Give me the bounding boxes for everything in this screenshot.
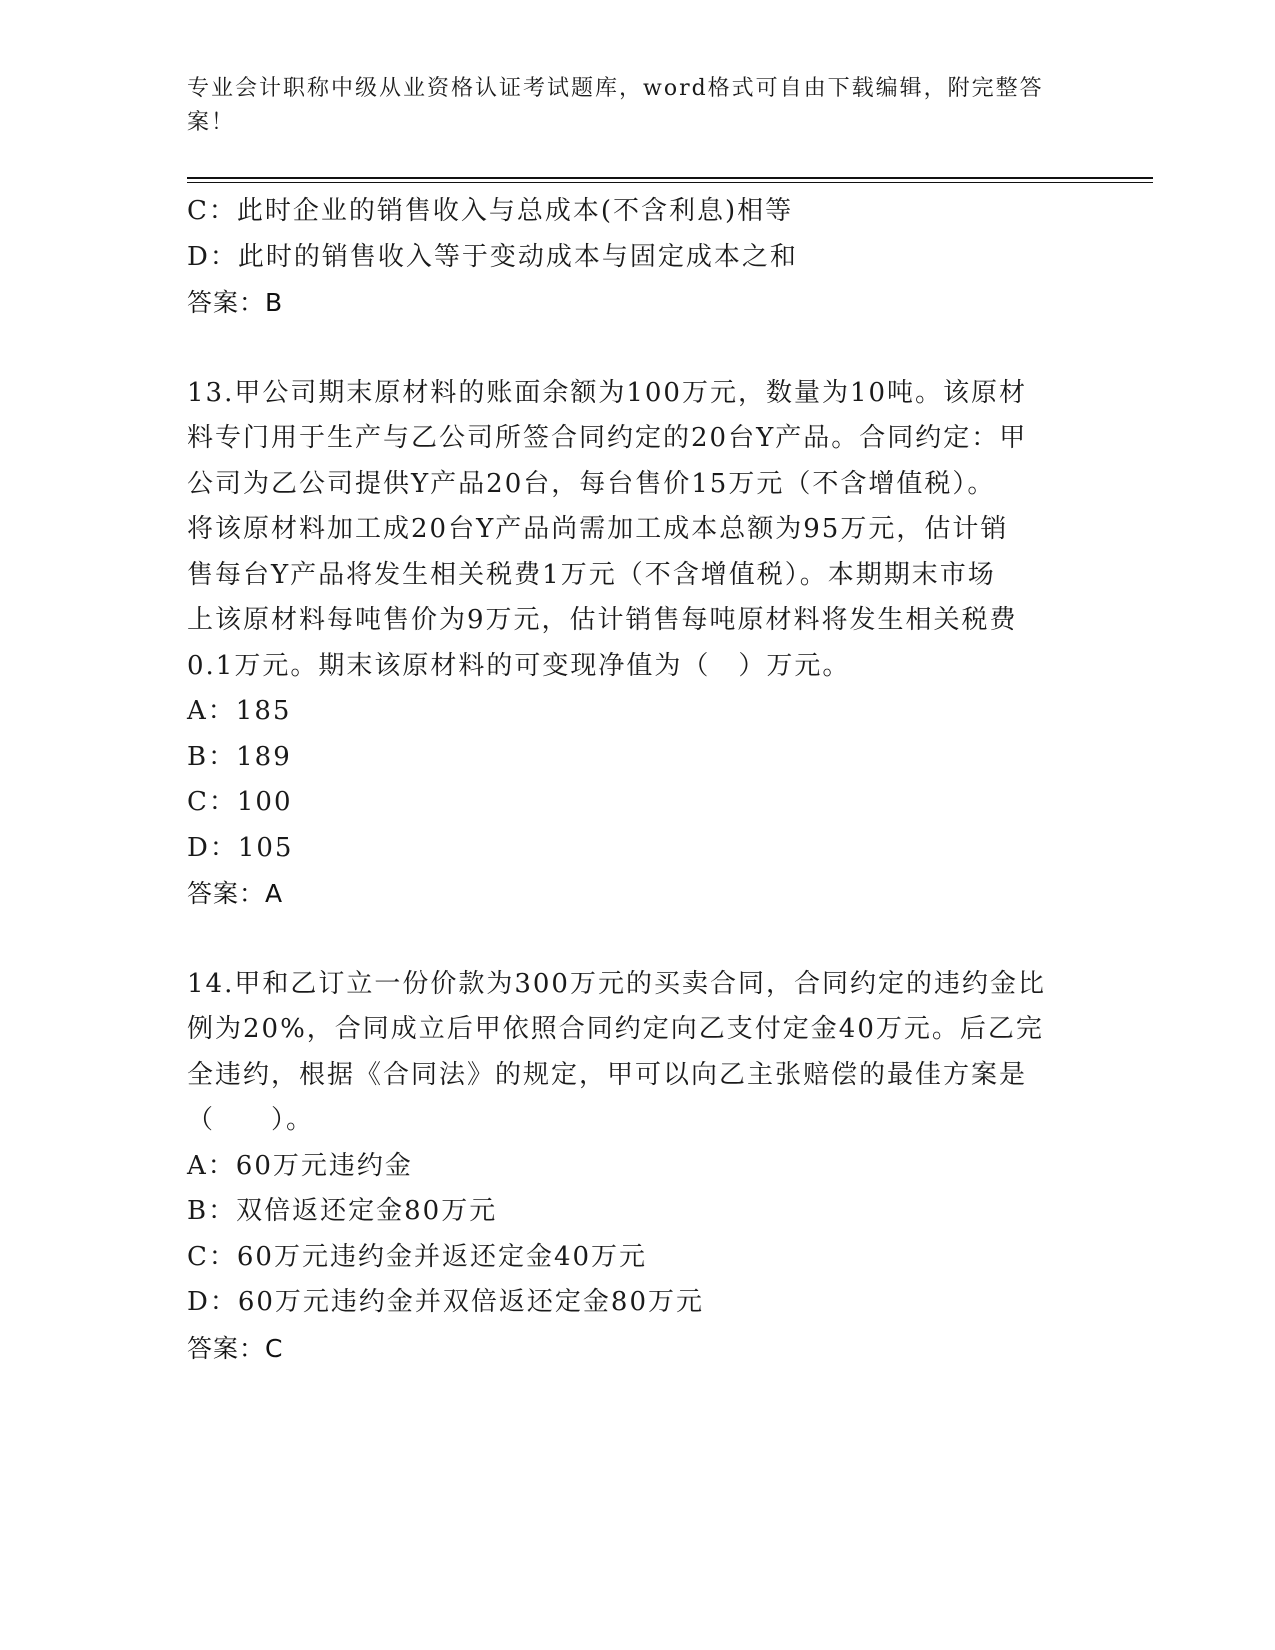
- stem-line: （ ）。: [187, 1105, 315, 1135]
- option-d: D：此时的销售收入等于变动成本与固定成本之和: [187, 241, 798, 272]
- stem-line: 0.1万元。期末该原材料的可变现净值为（ ）万元。: [187, 650, 851, 681]
- document-body: [187, 189, 1087, 1371]
- question-13: [187, 371, 1087, 917]
- stem-line: 上该原材料每吨售价为9万元，估计销售每吨原材料将发生相关税费: [187, 605, 1018, 635]
- option-c: C：100: [187, 787, 293, 817]
- stem-line: 全违约，根据《合同法》的规定，甲可以向乙主张赔偿的最佳方案是: [187, 1059, 1028, 1090]
- stem-line: 14.甲和乙订立一份价款为300万元的买卖合同，合同约定的违约金比: [187, 968, 1046, 999]
- stem-line: 例为20%，合同成立后甲依照合同约定向乙支付定金40万元。后乙完: [187, 1014, 1044, 1044]
- question-12-tail: [187, 189, 1087, 326]
- header-divider-thin: [187, 182, 1153, 183]
- header-divider-thick: [187, 177, 1153, 179]
- question-stem: [187, 962, 1077, 1144]
- spacer: [187, 917, 1087, 962]
- answer-line: 答案：A: [187, 879, 284, 908]
- stem-line: 公司为乙公司提供Y产品20台，每台售价15万元（不含增值税）。: [187, 468, 996, 499]
- page-header: [187, 72, 1072, 140]
- header-line-1: 专业会计职称中级从业资格认证考试题库，word格式可自由下载编辑，附完整答: [187, 76, 1044, 101]
- option-b: B：双倍返还定金80万元: [187, 1196, 498, 1226]
- option-c: C：60万元违约金并返还定金40万元: [187, 1241, 648, 1272]
- spacer: [187, 326, 1087, 371]
- option-a: A：185: [187, 696, 292, 726]
- question-stem: [187, 371, 1077, 690]
- question-14: [187, 962, 1087, 1372]
- option-d: D：105: [187, 832, 294, 863]
- answer-line: 答案：C: [187, 1333, 284, 1363]
- header-line-2: 案！: [187, 110, 236, 135]
- stem-line: 13.甲公司期末原材料的账面余额为100万元，数量为10吨。该原材: [187, 377, 1028, 408]
- option-d: D：60万元违约金并双倍返还定金80万元: [187, 1287, 705, 1317]
- option-a: A：60万元违约金: [187, 1150, 413, 1181]
- stem-line: 售每台Y产品将发生相关税费1万元（不含增值税）。本期期末市场: [187, 559, 996, 590]
- answer-line: 答案：B: [187, 288, 284, 317]
- stem-line: 料专门用于生产与乙公司所签合同约定的20台Y产品。合同约定：甲: [187, 423, 1028, 453]
- option-b: B：189: [187, 741, 292, 772]
- option-c: C：此时企业的销售收入与总成本(不含利息)相等: [187, 196, 794, 226]
- stem-line: 将该原材料加工成20台Y产品尚需加工成本总额为95万元，估计销: [187, 514, 1009, 544]
